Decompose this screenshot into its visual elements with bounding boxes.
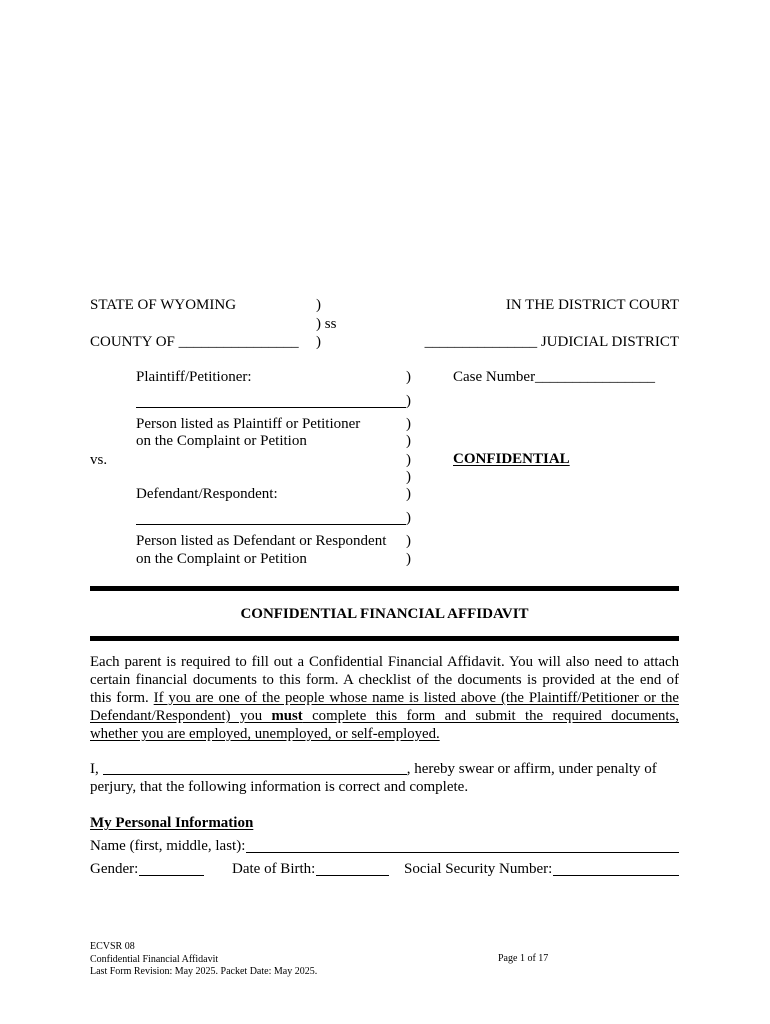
- name-line: [246, 837, 679, 853]
- title-rule-top: [90, 586, 679, 591]
- name-label: Name (first, middle, last):: [90, 838, 246, 854]
- caption-paren: ): [406, 369, 411, 385]
- intro-paragraph: [90, 653, 679, 743]
- gender-line: [139, 860, 204, 876]
- defendant-description-1: Person listed as Defendant or Respondent: [136, 533, 387, 549]
- ssn-label: Social Security Number:: [404, 861, 553, 877]
- defendant-label: Defendant/Respondent:: [136, 486, 278, 502]
- title-rule-bottom: [90, 636, 679, 641]
- footer: [90, 941, 317, 979]
- footer-form-name: Confidential Financial Affidavit: [90, 953, 219, 965]
- form-title: CONFIDENTIAL FINANCIAL AFFIDAVIT: [240, 606, 529, 622]
- ssn-line: [553, 860, 679, 876]
- intro-line-3: [90, 689, 679, 707]
- intro-line-4-after: complete this form and submit the required documents,: [302, 708, 679, 724]
- affiant-name-line: [103, 761, 407, 775]
- plaintiff-label: Plaintiff/Petitioner:: [136, 369, 252, 385]
- plaintiff-name-line: [136, 396, 406, 408]
- case-number-label: Case Number________________: [453, 369, 656, 385]
- intro-line-4-before: Defendant/Respondent) you: [90, 708, 272, 724]
- intro-line-1: Each parent is required to fill out a Confidential Financial Affidavit. You will also need to attach: [90, 654, 679, 670]
- name-row: [90, 837, 679, 855]
- footer-form-code: ECVSR 08: [90, 941, 135, 952]
- county-label: COUNTY OF ________________: [90, 334, 299, 350]
- vs-label: vs.: [90, 452, 108, 468]
- defendant-name-line: [136, 513, 406, 525]
- oath-statement: [90, 760, 679, 796]
- personal-info-heading: My Personal Information: [90, 815, 254, 831]
- footer-revision: Last Form Revision: May 2025. Packet Date: May 2025.: [90, 966, 318, 977]
- judicial-district-label: _______________ JUDICIAL DISTRICT: [424, 334, 679, 350]
- date-of-birth-label: Date of Birth:: [232, 861, 316, 877]
- date-of-birth-line: [316, 860, 389, 876]
- state-label: STATE OF WYOMING: [90, 297, 237, 313]
- caption-paren: ): [406, 469, 411, 485]
- intro-line-2: certain financial documents to this form. A checklist of the documents is provided at the end of: [90, 672, 679, 688]
- intro-line-5: whether you are employed, unemployed, or self-employed.: [90, 726, 440, 742]
- header-paren: ): [316, 334, 321, 350]
- caption-paren: ): [406, 551, 411, 567]
- plaintiff-description-2: on the Complaint or Petition: [136, 433, 307, 449]
- intro-line-3-underlined: If you are one of the people whose name is listed above (the Plaintiff/Petitioner or the: [153, 690, 679, 706]
- defendant-description-2: on the Complaint or Petition: [136, 551, 307, 567]
- oath-prefix: I,: [90, 761, 99, 777]
- header-paren: ): [316, 297, 321, 313]
- caption-paren: ): [406, 393, 411, 409]
- caption-paren: ): [406, 533, 411, 549]
- intro-line-4: [90, 707, 679, 725]
- confidential-label: CONFIDENTIAL: [453, 451, 570, 467]
- caption-paren: ): [406, 510, 411, 526]
- page-number: Page 1 of 17: [498, 953, 549, 964]
- ss-label: ) ss: [316, 316, 337, 332]
- intro-must-emphasis: must: [271, 708, 303, 724]
- caption-paren: ): [406, 416, 411, 432]
- gender-label: Gender:: [90, 861, 139, 877]
- oath-line-1: [90, 760, 679, 778]
- oath-line-2: perjury, that the following information is correct and complete.: [90, 779, 469, 795]
- caption-paren: ): [406, 486, 411, 502]
- intro-line-3-plain: this form.: [90, 690, 154, 706]
- oath-suffix: , hereby swear or affirm, under penalty of: [406, 761, 657, 777]
- court-label: IN THE DISTRICT COURT: [505, 297, 679, 313]
- caption-paren: ): [406, 433, 411, 449]
- caption-paren: ): [406, 452, 411, 468]
- plaintiff-description-1: Person listed as Plaintiff or Petitioner: [136, 416, 361, 432]
